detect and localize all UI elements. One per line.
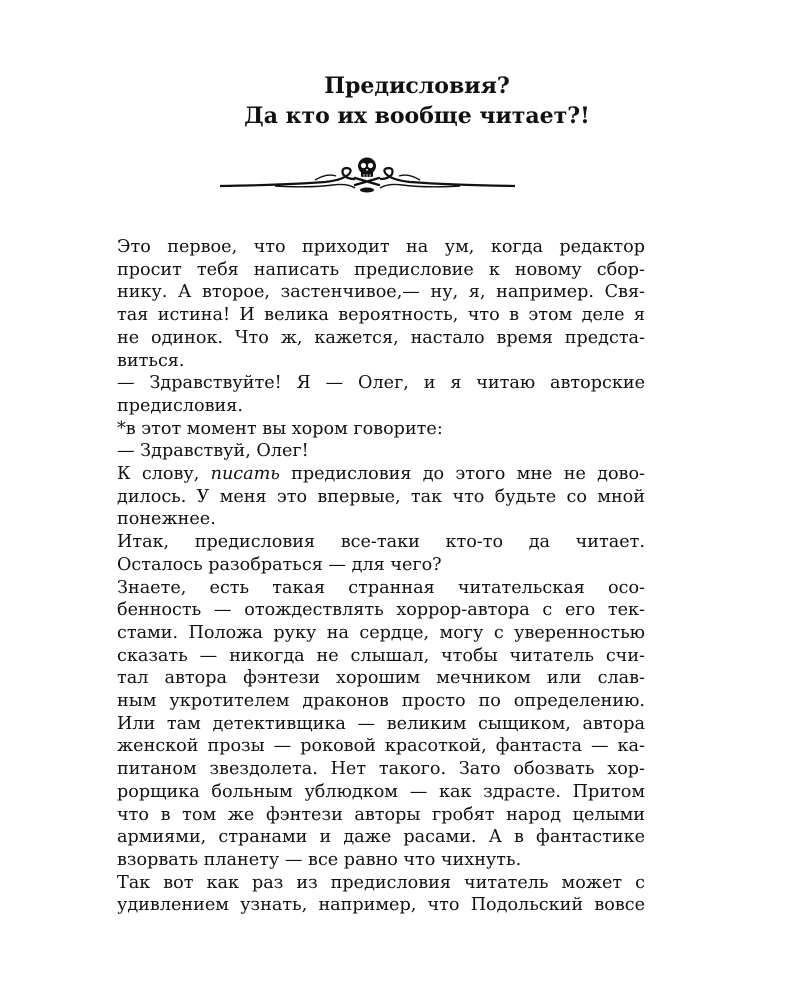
text-line: дилось. У меня это впервые, так что будьте со мной (117, 486, 645, 507)
left-flourish (220, 168, 355, 188)
text-line: что в том же фэнтези авторы гробят народ целыми (117, 804, 645, 825)
text-line: стами. Положа руку на сердце, могу с уверенностью (117, 622, 645, 643)
text-line: нику. А второе, застенчивое,— ну, я, например. Свя- (117, 282, 645, 303)
text-line: понежнее. (117, 509, 216, 530)
text-line: армиями, странами и даже расами. А в фантастике (117, 827, 645, 848)
text-line: Так вот как раз из предисловия читатель может с (117, 872, 645, 893)
text-line: — Здравствуйте! Я — Олег, и я читаю авторские (117, 373, 645, 394)
text-line: взорвать планету — все равно что чихнуть. (117, 849, 522, 870)
text-line (117, 463, 645, 486)
text-line: сказать — никогда не слышал, чтобы читатель счи- (117, 645, 645, 666)
chapter-title (150, 71, 684, 131)
text-line-emphasis: писать (210, 464, 280, 485)
text-line: рорщика больным ублюдком — как здрасте. Притом (117, 781, 645, 802)
text-line: Или там детективщика — великим сыщиком, автора (117, 713, 645, 734)
text-line: не одинок. Что ж, кажется, настало время предста- (117, 327, 645, 348)
text-line: просит тебя написать предисловие к новому сбор- (117, 259, 645, 280)
ornament-divider (215, 152, 520, 198)
skull-icon (355, 158, 379, 186)
text-line: бенность — отождествлять хоррор-автора с его тек- (117, 600, 645, 621)
text-line: предисловия. (117, 395, 243, 416)
text-line: питаном звездолета. Нет такого. Зато обозвать хор- (117, 759, 645, 780)
text-line: ным укротителем драконов просто по определению. (117, 691, 645, 712)
text-line: тая истина! И велика вероятность, что в этом деле я (117, 305, 645, 326)
right-flourish (380, 168, 515, 188)
text-line: *в этот момент вы хором говорите: (117, 418, 443, 439)
text-line-prefix: К слову, (117, 464, 211, 485)
text-line: Осталось разобраться — для чего? (117, 554, 442, 575)
chapter-title-line-1: Предисловия? (324, 73, 510, 99)
chapter-title-line-2: Да кто их вообще читает?! (244, 103, 590, 129)
body-text (117, 236, 645, 917)
text-line: виться. (117, 350, 185, 371)
text-line-rest: предисловия до этого мне не дово- (279, 464, 645, 485)
text-line: Знаете, есть такая странная читательская осо- (117, 577, 645, 598)
text-line: женской прозы — роковой красоткой, фантаста — ка- (117, 736, 645, 757)
text-line: удивлением узнать, например, что Подольский вовсе (117, 895, 645, 916)
text-line: — Здравствуй, Олег! (117, 441, 309, 462)
text-line: Итак, предисловия все-таки кто-то да читает. (117, 532, 645, 553)
text-line: тал автора фэнтези хорошим мечником или слав- (117, 668, 645, 689)
text-line: Это первое, что приходит на ум, когда редактор (117, 237, 645, 257)
